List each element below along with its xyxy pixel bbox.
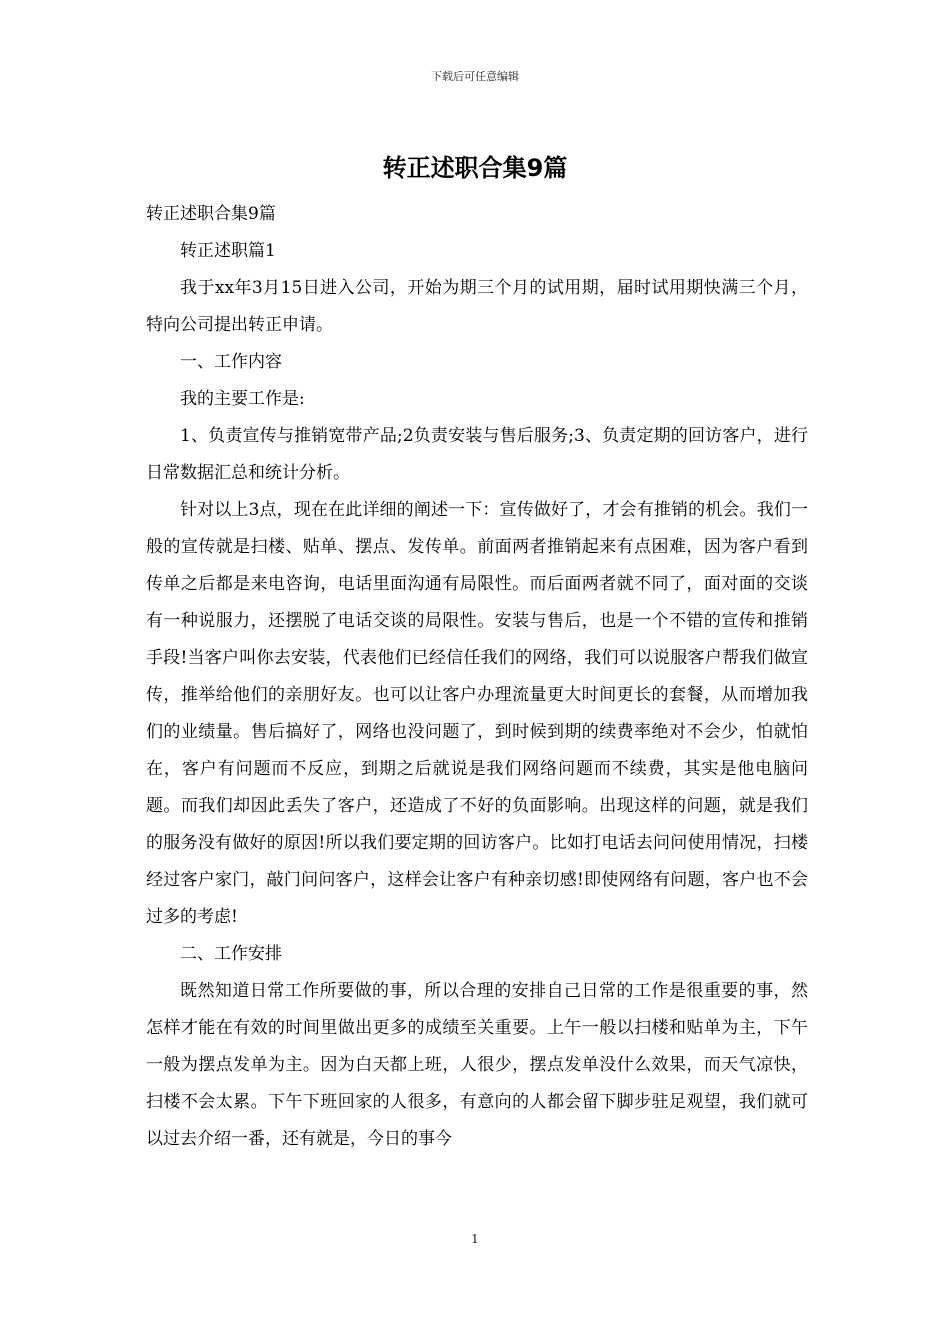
paragraph-intro: 我于xx年3月15日进入公司，开始为期三个月的试用期，届时试用期快满三个月，特向公司提出转正申请。: [146, 278, 808, 335]
paragraph-arrangement: 既然知道日常工作所要做的事，所以合理的安排自己日常的工作是很重要的事，然怎样才能在有效的时间里做出更多的成绩至关重要。上午一般以扫楼和贴单为主，下午一般为摆点发单为主。因为白天都上班，人很少，摆点发单没什么效果，而天气凉快，扫楼不会太累。下午下班回家的人很多，有意向的人都会留下脚步驻足观望，我们就可以过去介绍一番，还有就是，今日的事今: [146, 981, 808, 1149]
page-number: 1: [471, 1232, 479, 1246]
paragraph-heading-work-arrangement: 二、工作安排: [180, 944, 282, 964]
paragraph-heading-work-content: 一、工作内容: [180, 352, 282, 372]
page-header-note: 下载后可任意编辑: [431, 70, 519, 83]
paragraph-main-work: 我的主要工作是:: [180, 389, 305, 409]
paragraph-duties-list: 1、负责宣传与推销宽带产品;2负责安装与售后服务;3、负责定期的回访客户，进行日常数据汇总和统计分析。: [146, 426, 808, 483]
document-title: 转正述职合集9篇: [382, 154, 568, 182]
paragraph-details: 针对以上3点，现在在此详细的阐述一下：宣传做好了，才会有推销的机会。我们一般的宣传就是扫楼、贴单、摆点、发传单。前面两者推销起来有点困难，因为客户看到传单之后都是来电咨询，电话里面沟通有局限性。而后面两者就不同了，面对面的交谈有一种说服力，还摆脱了电话交谈的局限性。安装与售后，也是一个不错的宣传和推销手段!当客户叫你去安装，代表他们已经信任我们的网络，我们可以说服客户帮我们做宣传，推举给他们的亲朋好友。也可以让客户办理流量更大时间更长的套餐，从而增加我们的业绩量。售后搞好了，网络也没问题了，到时候到期的续费率绝对不会少，怕就怕在，客户有问题而不反应，到期之后就说是我们网络问题而不续费，其实是他电脑问题。而我们却因此丢失了客户，还造成了不好的负面影响。出现这样的问题，就是我们的服务没有做好的原因!所以我们要定期的回访客户。比如打电话去问问使用情况，扫楼经过客户家门，敲门问问客户，这样会让客户有种亲切感!即使网络有问题，客户也不会过多的考虑!: [146, 500, 808, 927]
paragraph-section-heading: 转正述职篇1: [180, 241, 276, 261]
document-body: [146, 196, 808, 1158]
document-subtitle: 转正述职合集9篇: [146, 204, 276, 224]
